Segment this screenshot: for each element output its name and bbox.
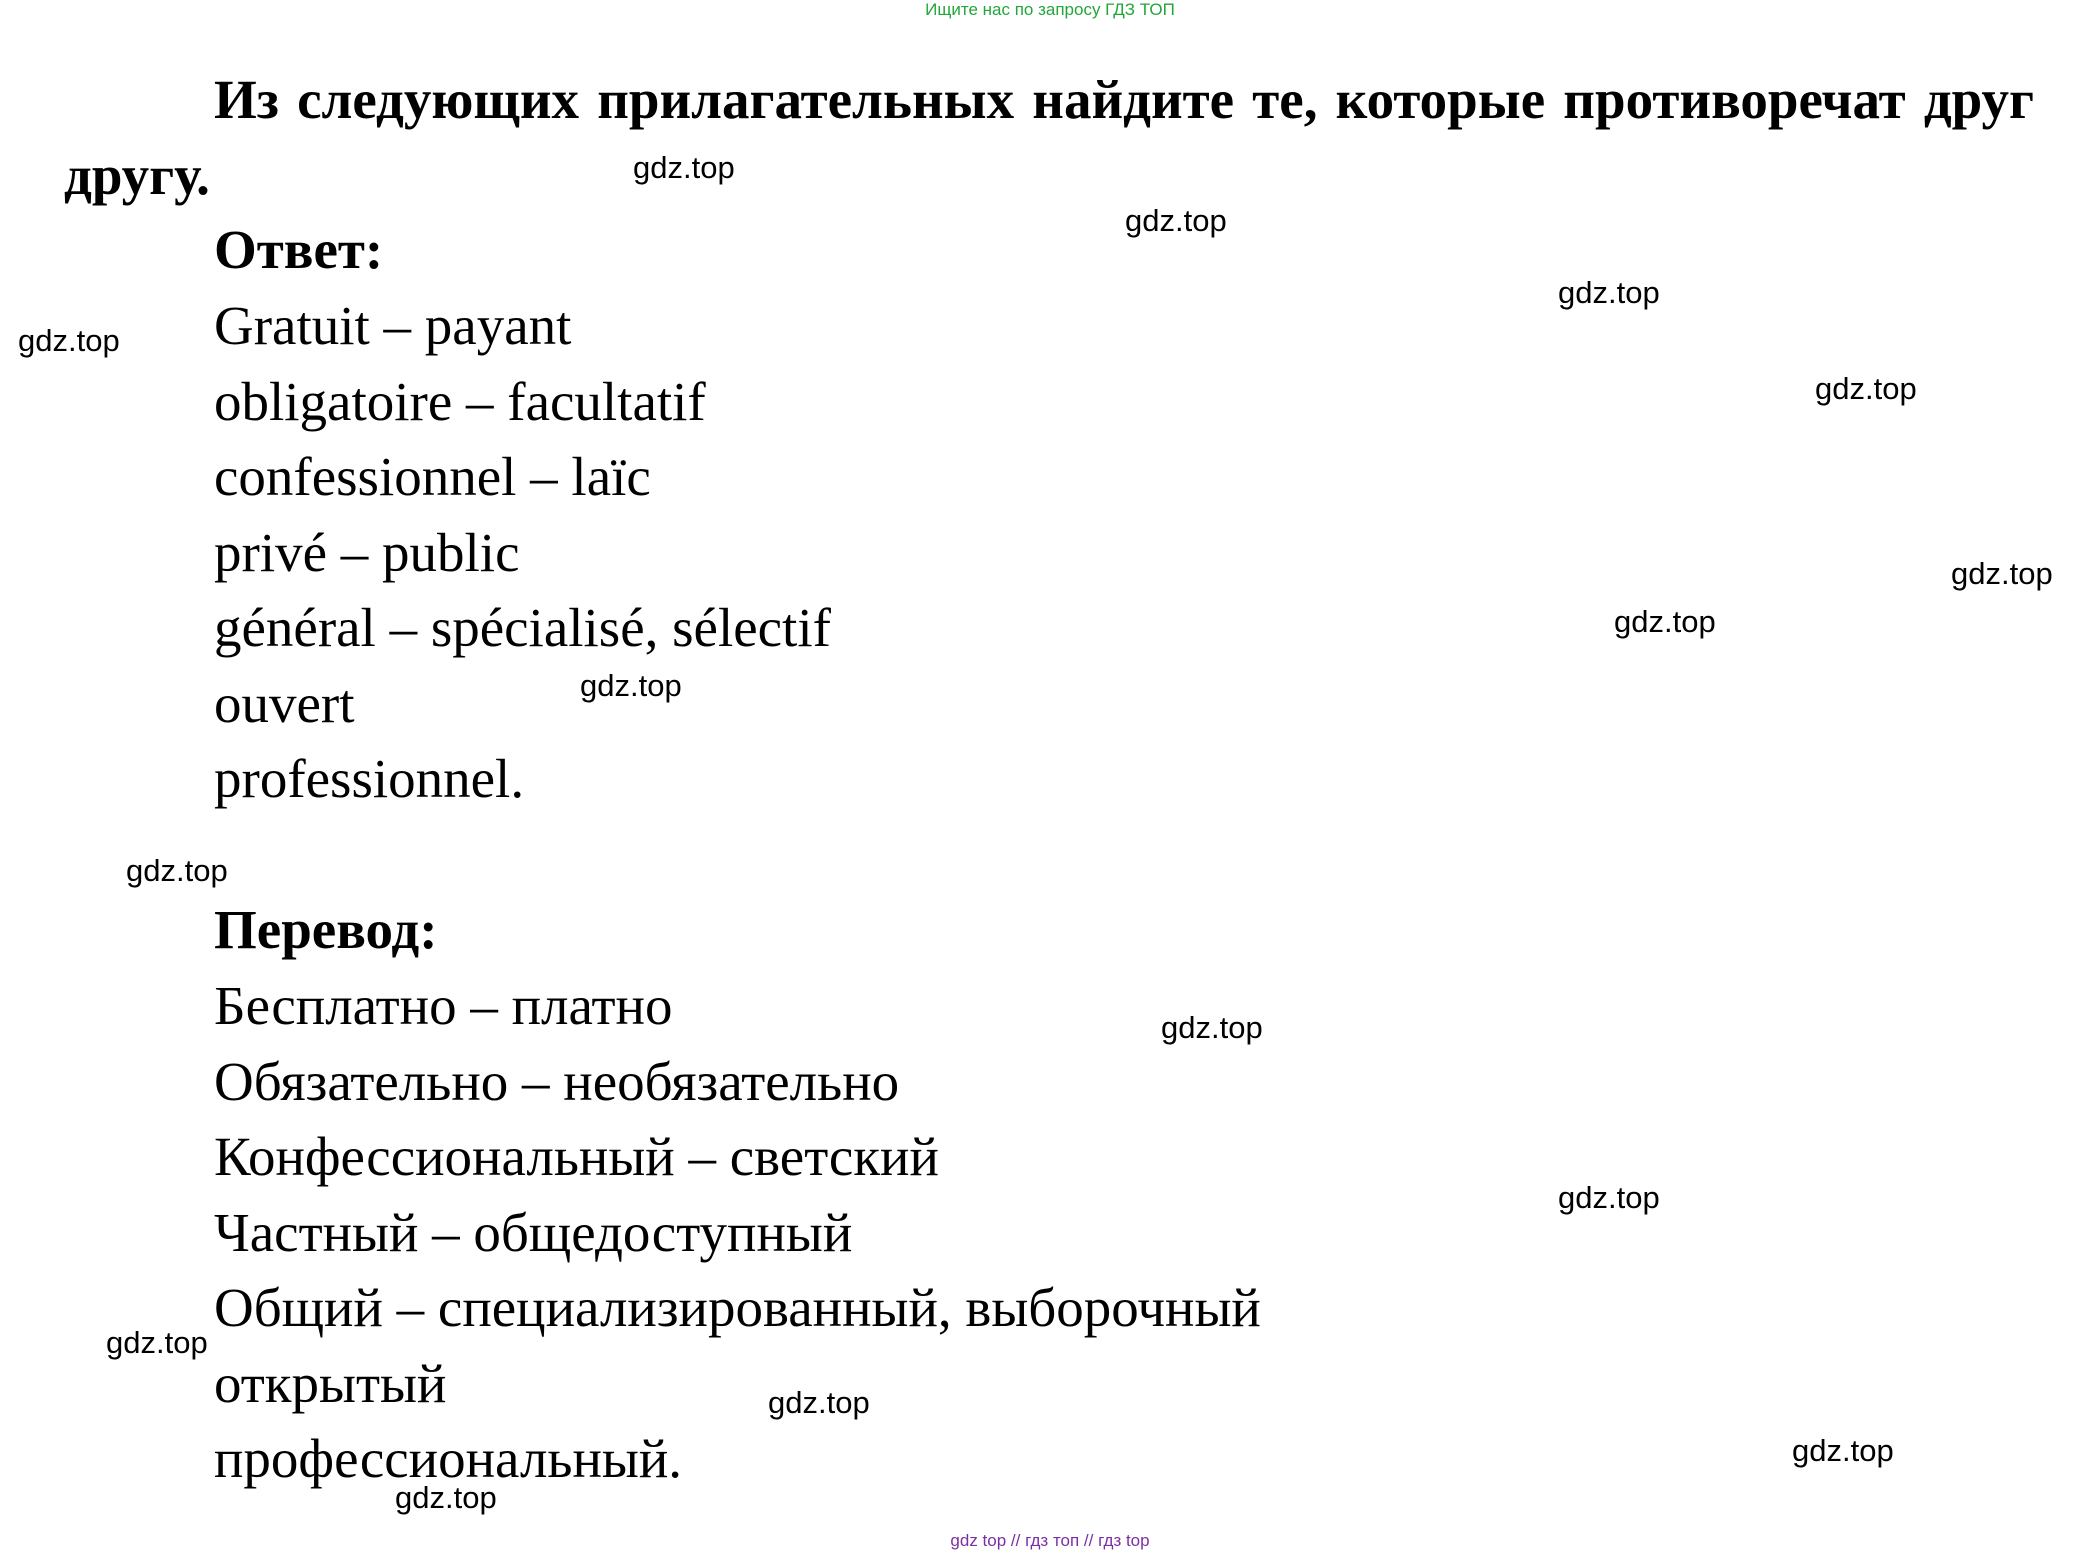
- watermark: gdz.top: [1951, 556, 2053, 591]
- translation-line: открытый: [214, 1352, 447, 1414]
- answer-line: professionnel.: [214, 748, 525, 809]
- translation-list: [214, 968, 1261, 1497]
- watermark: gdz.top: [1792, 1433, 1894, 1468]
- answer-line: général – spécialisé, sélectif: [214, 597, 831, 658]
- question-text: Из следующих прилагательных найдите те, которые противоречат друг другу.: [64, 69, 2034, 206]
- watermark: gdz.top: [126, 853, 228, 888]
- answer-line: obligatoire – facultatif: [214, 370, 706, 432]
- translation-line: Обязательно – необязательно: [214, 1050, 900, 1112]
- translation-line: профессиональный.: [214, 1428, 683, 1489]
- watermark: gdz.top: [18, 323, 120, 358]
- top-banner: Ищите нас по запросу ГДЗ ТОП: [925, 0, 1175, 19]
- watermark: gdz.top: [580, 668, 682, 703]
- watermark: gdz.top: [633, 150, 735, 185]
- watermark: gdz.top: [768, 1385, 870, 1420]
- watermark: gdz.top: [1614, 604, 1716, 639]
- watermark: gdz.top: [1815, 371, 1917, 406]
- answer-line: Gratuit – payant: [214, 295, 572, 356]
- translation-line: Частный – общедоступный: [214, 1201, 853, 1263]
- answer-line: confessionnel – laïc: [214, 446, 651, 507]
- translation-line: Конфессиональный – светский: [214, 1126, 939, 1187]
- watermark: gdz.top: [106, 1325, 208, 1360]
- translation-line: Общий – специализированный, выборочный: [214, 1277, 1261, 1338]
- answer-heading: Ответ:: [214, 219, 384, 280]
- watermark: gdz.top: [1125, 203, 1227, 238]
- watermark: gdz.top: [1558, 275, 1660, 310]
- answer-line: ouvert: [214, 672, 355, 734]
- watermark: gdz.top: [1161, 1010, 1263, 1045]
- answer-line: privé – public: [214, 521, 520, 583]
- watermark: gdz.top: [1558, 1180, 1660, 1215]
- footer: gdz top // гдз топ // гдз top: [950, 1531, 1150, 1550]
- watermark: gdz.top: [395, 1480, 497, 1515]
- translation-heading: Перевод:: [214, 899, 438, 960]
- answer-list: [214, 288, 831, 817]
- translation-line: Бесплатно – платно: [214, 975, 673, 1036]
